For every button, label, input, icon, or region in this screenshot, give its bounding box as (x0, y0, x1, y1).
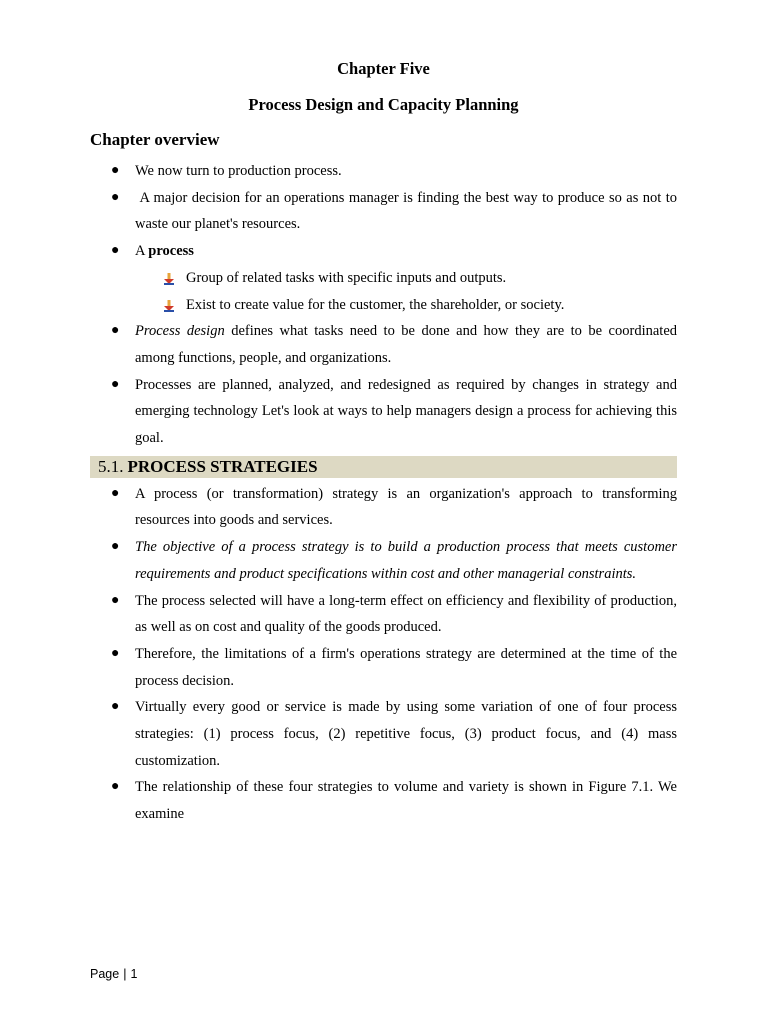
page-separator: | (123, 967, 127, 981)
chapter-subtitle: Process Design and Capacity Planning (248, 95, 519, 114)
list-item (90, 481, 677, 534)
list-item-text: Processes are planned, analyzed, and redesigned as required by changes in strategy and emerging technology Let's look at ways to help managers design a process for achieving this goal. (135, 376, 677, 447)
list-item (90, 534, 677, 587)
bullet-dot-icon: ● (111, 779, 120, 795)
section-number: 5.1. (98, 456, 124, 476)
process-strategies-list (90, 481, 677, 828)
bullet-dot-icon: ● (111, 645, 120, 661)
list-item-text: A process (or transformation) strategy is an organization's approach to transforming resources into goods and services. (135, 485, 677, 529)
list-item (90, 774, 677, 827)
bullet-dot-icon: ● (111, 376, 120, 392)
section-title: PROCESS STRATEGIES (127, 456, 318, 476)
list-item-italic: Process design (135, 323, 225, 340)
list-item-text: Therefore, the limitations of a firm's operations strategy are determined at the time of the process decision. (135, 645, 677, 689)
overview-list (90, 158, 681, 452)
list-item-text: A major decision for an operations manager is finding the best way to produce so as not to waste our planet's resources. (135, 189, 681, 233)
section-heading-process-strategies (90, 456, 677, 478)
arrow-bullet-icon (163, 300, 175, 312)
list-item (90, 694, 677, 774)
list-item-text: The relationship of these four strategies to volume and variety is shown in Figure 7.1. We examine (135, 779, 677, 823)
bullet-dot-icon: ● (111, 592, 120, 608)
list-item (90, 641, 677, 694)
list-item (90, 238, 677, 318)
sub-list-item (135, 292, 677, 319)
bullet-dot-icon: ● (111, 539, 120, 555)
page-footer (90, 965, 137, 983)
bullet-dot-icon: ● (111, 485, 120, 501)
list-item (90, 158, 677, 185)
list-item-text: Virtually every good or service is made by using some variation of one of four process strategies: (1) process focus, (2) repetitive focus, (3) product focus, and (4) mass customization. (135, 699, 677, 769)
arrow-bullet-icon (163, 273, 175, 285)
bullet-dot-icon: ● (111, 243, 120, 259)
list-item-italic: The objective of a process strategy is to build a production process that meets customer requirements and product specifications within cost and other managerial constraints. (135, 539, 677, 582)
bullet-dot-icon: ● (111, 189, 120, 205)
list-item (90, 372, 677, 452)
list-item-text: The process selected will have a long-term effect on efficiency and flexibility of production, as well as on cost and quality of the goods produced. (135, 592, 677, 636)
sub-list-item-text: Exist to create value for the customer, the shareholder, or society. (186, 296, 565, 313)
list-item-bold: process (148, 243, 194, 260)
bullet-dot-icon: ● (111, 323, 120, 339)
list-item-prefix: A (135, 243, 149, 260)
list-item (90, 318, 681, 371)
list-item (90, 588, 677, 641)
list-item (90, 185, 681, 238)
page-content (90, 58, 681, 828)
sub-list-item-text: Group of related tasks with specific inputs and outputs. (186, 269, 507, 286)
bullet-dot-icon: ● (111, 163, 120, 178)
list-item-text: We now turn to production process. (135, 163, 342, 179)
sub-list-item (135, 265, 677, 292)
overview-heading: Chapter overview (90, 130, 220, 149)
page-label: Page (90, 967, 120, 981)
page-number: 1 (130, 967, 138, 981)
list-item-text: defines what tasks need to be done and how they are to be coordinated among functions, people, and organizations. (135, 323, 681, 366)
bullet-dot-icon: ● (111, 699, 120, 715)
chapter-title: Chapter Five (337, 59, 430, 78)
process-sub-list (135, 265, 677, 318)
